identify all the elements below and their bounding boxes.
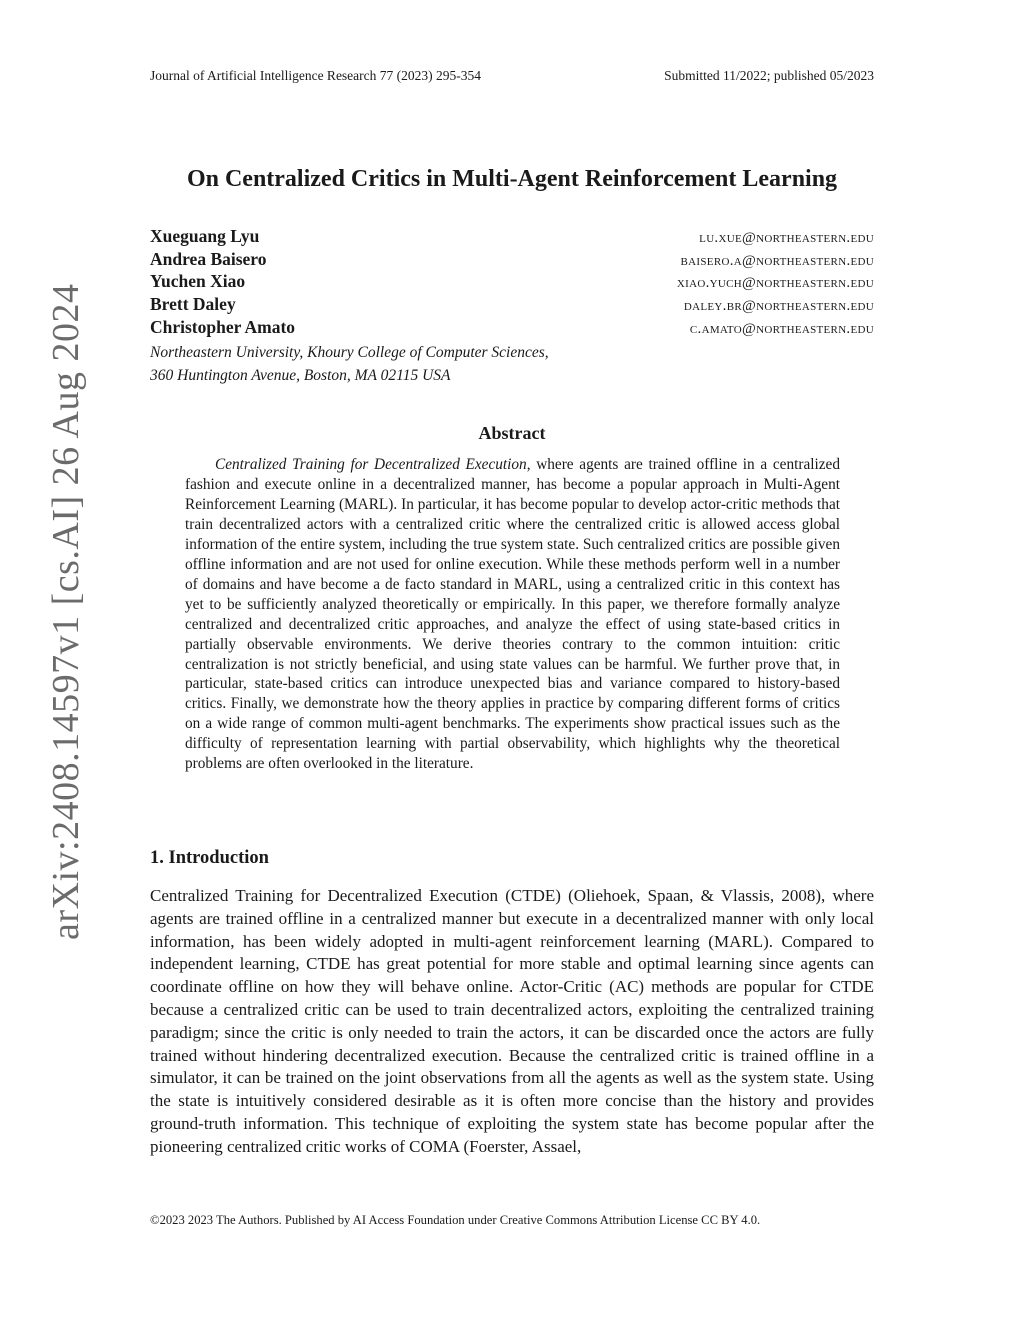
author-row xyxy=(150,317,874,340)
abstract-text xyxy=(185,455,840,774)
affiliation xyxy=(150,341,549,387)
running-header xyxy=(150,68,874,84)
introduction-text: Centralized Training for Decentralized Execution (CTDE) (Oliehoek, Spaan, & Vlassis, 2008), where agents are trained offline in a centralized manner but execute in a decentralized manner with only local information, has been widely adopted in multi-agent reinforcement learning (MARL). Compared to independent learning, CTDE has great potential for more stable and optimal learning since agents can coordinate offline on how they will behave online. Actor-Critic (AC) methods are popular for CTDE because a centralized critic can be used to train decentralized actors, exploiting the centralized training paradigm; since the critic is only needed to train the actors, it can be discarded once the actors are fully trained without hindering decentralized execution. Because the centralized critic is trained offline in a simulator, it can be trained on the joint observations from all the agents as well as the system state. Using the state is intuitively considered desirable as it is often more concise than the history and provides ground-truth information. This technique of exploiting the system state has become popular after the pioneering centralized critic works of COMA (Foerster, Assael, xyxy=(150,886,874,1156)
author-email[interactable]: lu.xue@northeastern.edu xyxy=(699,230,874,246)
author-name: Christopher Amato xyxy=(150,316,296,337)
submission-dates: Submitted 11/2022; published 05/2023 xyxy=(664,68,874,83)
section-heading-introduction: 1. Introduction xyxy=(150,848,269,868)
author-name: Xueguang Lyu xyxy=(150,226,260,246)
author-row xyxy=(150,249,874,272)
author-email[interactable]: baisero.a@northeastern.edu xyxy=(680,252,874,269)
author-name: Yuchen Xiao xyxy=(150,271,246,292)
author-name: Andrea Baisero xyxy=(150,248,267,269)
author-row xyxy=(150,294,874,317)
copyright-footer: ©2023 2023 The Authors. Published by AI Access Foundation under Creative Commons Attribution License CC BY 4.0. xyxy=(150,1213,761,1227)
abstract-lead-italic: Centralized Training for Decentralized Execution xyxy=(215,456,527,473)
paper-title: On Centralized Critics in Multi-Agent Reinforcement Learning xyxy=(186,166,838,192)
author-name: Brett Daley xyxy=(150,294,236,315)
author-row xyxy=(150,226,874,249)
abstract-body-text: , where agents are trained offline in a centralized fashion and execute online in a decentralized manner, has become a popular approach in Multi-Agent Reinforcement Learning (MARL). In particular, it has become popular to develop actor-critic methods that train decentralized actors with a centralized critic where the centralized critic is allowed access global information of the entire system, including the true system state. Such centralized critics are possible given offline information and are not used for online execution. While these methods perform well in a number of domains and have become a de facto standard in MARL, using a centralized critic in this context has yet to be sufficiently analyzed theoretically or empirically. In this paper, we therefore formally analyze centralized and decentralized critic approaches, and analyze the effect of using state-based critics in partially observable environments. We derive theories contrary to the common intuition: critic centralization is not strictly beneficial, and using state values can be harmful. We further prove that, in particular, state-based critics can introduce unexpected bias and variance compared to history-based critics. Finally, we demonstrate how the theory applies in practice by comparing different forms of critics on a wide range of common multi-agent benchmarks. The experiments show practical issues such as the difficulty of representation learning with partial observability, which highlights why the theoretical problems are often overlooked in the literature. xyxy=(185,456,840,773)
author-email[interactable]: xiao.yuch@northeastern.edu xyxy=(676,275,874,292)
author-row xyxy=(150,271,874,294)
author-list xyxy=(150,226,874,339)
author-email[interactable]: daley.br@northeastern.edu xyxy=(683,298,874,315)
author-email[interactable]: c.amato@northeastern.edu xyxy=(689,320,874,337)
affiliation-line-2: 360 Huntington Avenue, Boston, MA 02115 USA xyxy=(150,367,451,384)
journal-citation: Journal of Artificial Intelligence Research 77 (2023) 295-354 xyxy=(150,68,482,83)
arxiv-identifier: arXiv:2408.14597v1 [cs.AI] 26 Aug 2024 xyxy=(45,283,87,940)
affiliation-line-1: Northeastern University, Khoury College of Computer Sciences, xyxy=(150,344,549,361)
abstract-heading: Abstract xyxy=(478,423,546,443)
